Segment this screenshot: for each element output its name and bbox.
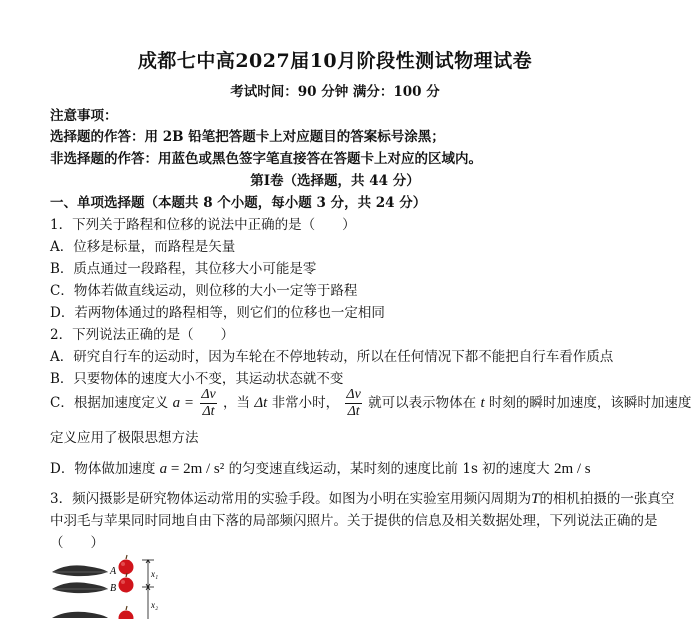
- exam-time-info: 考试时间：90 分钟 满分：100 分: [230, 84, 440, 100]
- section-heading: 一、单项选择题（本题共 8 个小题，每小题 3 分，共 24 分）: [50, 195, 427, 211]
- label-a: A: [110, 566, 117, 577]
- q2-option-c-continued: 定义应用了极限思想方法: [50, 430, 199, 446]
- q2-c-text-5: 时刻的瞬时加速度，该瞬时加速度: [488, 395, 691, 411]
- q2-d-text-2: 的匀变速直线运动，某时刻的速度比前 1s 初的速度大: [228, 461, 550, 477]
- q2-c-text-4: 就可以表示物体在: [368, 395, 477, 411]
- label-x1: x₁: [151, 569, 159, 579]
- q2-c-text-1: C．根据加速度定义: [50, 395, 169, 411]
- fraction-numerator: Δv: [346, 387, 361, 402]
- volume-heading: 第Ⅰ卷（选择题，共 44 分）: [250, 173, 420, 189]
- q2-stem: 2．下列说法正确的是（ ）: [50, 327, 235, 343]
- feather-icon: [52, 582, 108, 593]
- fraction-denominator: Δt: [202, 404, 215, 419]
- exam-title: 成都七中高2027届10月阶段性测试物理试卷: [137, 50, 533, 72]
- q3-line-2: 中羽毛与苹果同时同地自由下落的局部频闪照片。关于提供的信息及相关数据处理，下列说法正确的是: [50, 513, 658, 529]
- q2-option-a: A．研究自行车的运动时，因为车轮在不停地转动，所以在任何情况下都不能把自行车看作质点: [50, 349, 614, 365]
- apple-icon: [119, 573, 134, 593]
- feather-icon: [52, 612, 108, 618]
- q2-option-d: [50, 457, 591, 478]
- q1-stem: 1．下列关于路程和位移的说法中正确的是（ ）: [50, 217, 356, 233]
- q2-c-delta-t: Δt: [254, 395, 268, 411]
- feather-icon: [52, 565, 108, 576]
- q2-c-text-2: ，当: [223, 395, 251, 411]
- apple-icon: [119, 555, 134, 575]
- q2-c-fraction-2: [345, 387, 361, 420]
- q2-option-b: B．只要物体的速度大小不变，其运动状态就不变: [50, 371, 344, 387]
- q1-option-c: C．物体若做直线运动，则位移的大小一定等于路程: [50, 283, 358, 299]
- q3-line-1: [50, 487, 674, 508]
- q2-option-c: [50, 387, 691, 420]
- q2-c-text-3: 非常小时，: [271, 395, 340, 411]
- notice-heading: 注意事项：: [50, 108, 118, 124]
- q2-d-value: = 2m / s²: [167, 461, 225, 477]
- apple-icon: [119, 606, 134, 619]
- notice-line-1: 选择题的作答：用 2B 铅笔把答题卡上对应题目的答案标号涂黑；: [50, 129, 445, 145]
- q3-line-3: （ ）: [50, 535, 104, 551]
- q2-d-a: a: [159, 461, 168, 477]
- label-b: B: [110, 583, 117, 594]
- fraction-numerator: Δv: [201, 387, 216, 402]
- q3-text-1: 3．频闪摄影是研究物体运动常用的实验手段。如图为小明在实验室用频闪周期为: [50, 491, 532, 507]
- label-x2: x₂: [151, 600, 159, 610]
- q1-option-b: B．质点通过一段路程，其位移大小可能是零: [50, 261, 317, 277]
- q2-c-t: t: [480, 395, 485, 411]
- q2-c-fraction-1: [200, 387, 216, 420]
- q1-option-a: A．位移是标量，而路程是矢量: [50, 239, 236, 255]
- q2-c-equation: a =: [172, 395, 195, 411]
- q1-option-d: D．若两物体通过的路程相等，则它们的位移也一定相同: [50, 305, 385, 321]
- notice-line-2: 非选择题的作答：用蓝色或黑色签字笔直接答在答题卡上对应的区域内。: [50, 151, 482, 167]
- q2-d-value-2: 2m / s: [553, 461, 591, 477]
- q3-text-2: 的相机拍摄的一张真空: [539, 491, 675, 507]
- q3-period-t: T: [531, 491, 540, 507]
- fraction-denominator: Δt: [347, 404, 360, 419]
- strobe-photo-figure: [50, 552, 190, 619]
- q2-d-text-1: D．物体做加速度: [50, 461, 156, 477]
